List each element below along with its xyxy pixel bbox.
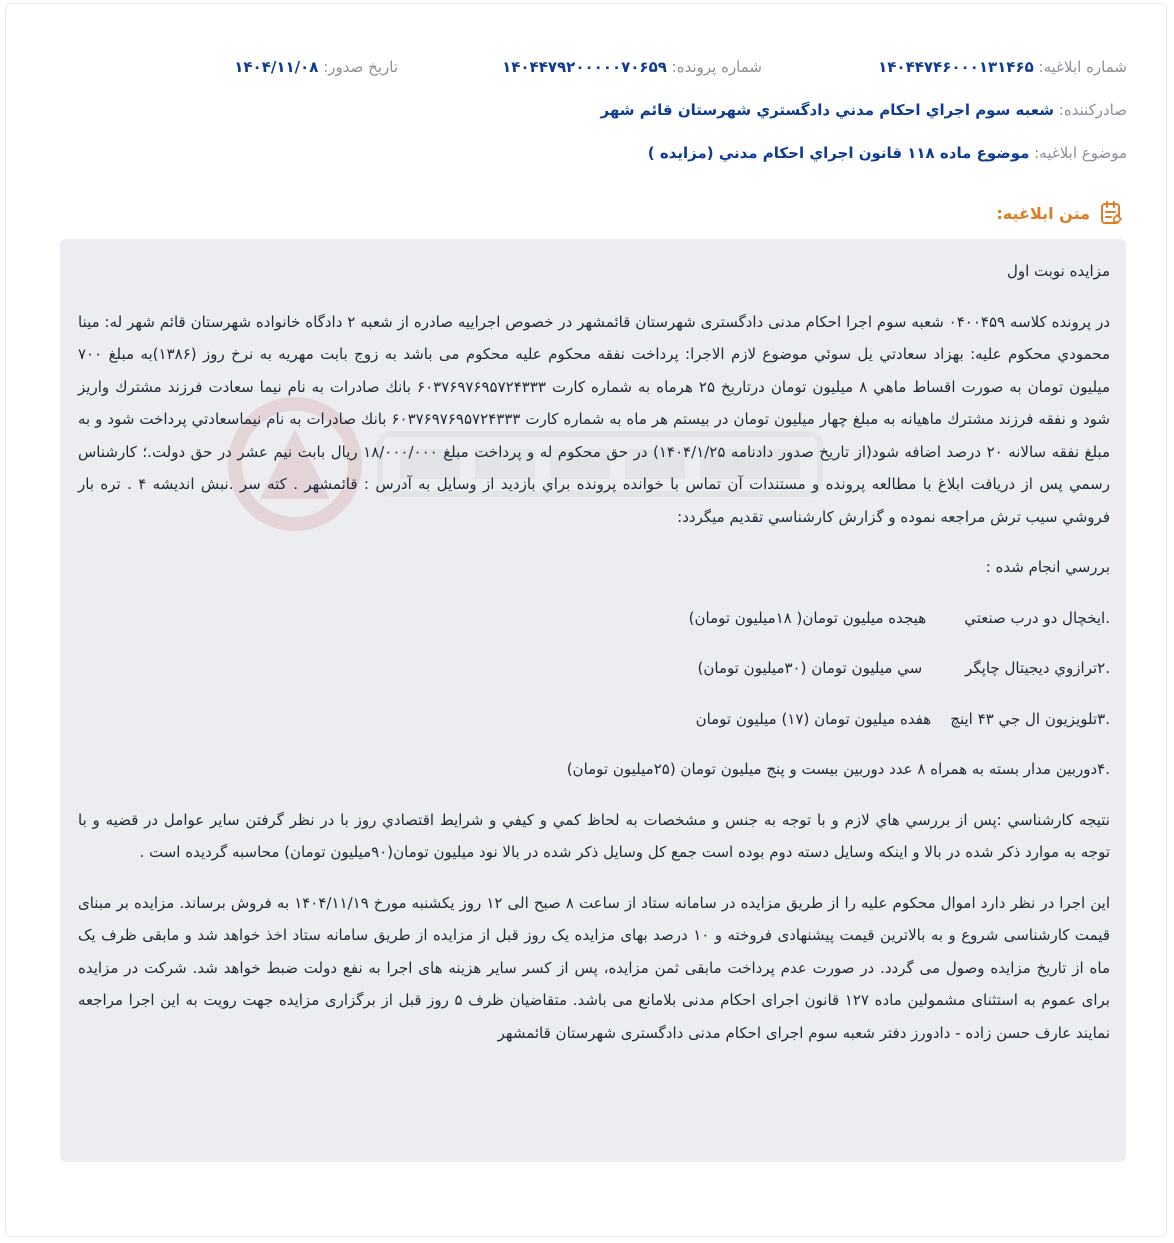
section-title xyxy=(996,200,1124,226)
case-number-label: شماره پرونده: xyxy=(671,58,762,76)
list-item: .ایخچال دو درب صنعتي هیجده میلیون تومان( ۱۸میلیون تومان) xyxy=(688,608,1110,627)
notice-body xyxy=(60,239,1126,1162)
issuer-value: شعبه سوم اجراي احكام مدني دادگستري شهرستان قائم شهر xyxy=(600,101,1054,119)
case-number-value: ۱۴۰۴۴۷۹۲۰۰۰۰۰۷۰۶۵۹ xyxy=(502,58,667,76)
case-number xyxy=(502,58,762,76)
subject-label: موضوع ابلاغیه: xyxy=(1034,144,1127,162)
notice-number-label: شماره ابلاغیه: xyxy=(1038,58,1127,76)
list-item: .۳تلويزيون ال جي ۴۳ اينچ هفده ميليون تومان (۱۷) ميليون تومان xyxy=(695,709,1110,728)
case-paragraph: در پرونده کلاسه ۰۴۰۰۴۵۹ شعبه سوم اجرا احکام مدنی دادگستری شهرستان قائمشهر در خصوص اجراییه صادره از شعبه ۲ دادگاه خانواده شهرستان قائم شهر له: مینا محمودي محكوم عليه: بهزاد سعادتي يل سوئي موضوع لازم الاجرا: پرداخت نفقه محکوم علیه محکوم می باشد به زوج بابت مهریه به نرخ روز (۱۳۸۶)به مبلغ ۷۰۰ میلیون تومان به صورت اقساط ماهي ۸ میلیون تومان درتاریخ ۲۵ هرماه به شماره کارت ۶۰۳۷۶۹۷۶۹۵۷۲۴۳۳۳ بانك صادرات به نام نیما سعادت فرزند مشترك واریز شود و نفقه فرزند مشترك ماهیانه به مبلغ چهار میلیون تومان در بیستم هر ماه به شماره کارت ۶۰۳۷۶۹۷۶۹۵۷۲۴۳۳۳ بانك صادرات به نام نیماسعادتي پرداخت شود و به مبلغ نفقه سالانه ۲۰ درصد اضافه شود(از تاریخ صدور دادنامه ۱۴۰۴/۱/۲۵) در حق محکوم له و پرداخت مبلغ ۱۸/۰۰۰/۰۰۰ ریال بابت نیم عشر در حق دولت.؛ کارشناس رسمي پس از دریافت ابلاغ با مطالعه پرونده و مستندات آن تماس با خوانده پرونده براي بازديد از وسايل به آدرس : قائمشهر . کته سر .نبش اندیشه ۴ . تره بار فروشي سیب ترش مراجعه نموده و گزارش كارشناسي تقديم ميگردد: xyxy=(78,312,1111,526)
issue-date xyxy=(234,58,398,76)
list-item: .۲ترازوي ديجيتال چاپگر سي ميليون تومان (۳۰ميليون تومان) xyxy=(697,659,1110,677)
notice-subject xyxy=(648,144,1127,162)
list-item: .۴دوربين مدار بسته به همراه ۸ عدد دوربين بيست و پنج ميليون تومان (۲۵ميليون تومان) xyxy=(566,760,1110,778)
notice-heading: مزایده نوبت اول xyxy=(1006,262,1110,280)
issuer-label: صادرکننده: xyxy=(1058,101,1127,119)
notice-number xyxy=(878,58,1127,76)
issue-date-label: تاریخ صدور: xyxy=(323,58,398,76)
section-title-text: متن ابلاغیه: xyxy=(996,203,1090,223)
issue-date-value: ۱۴۰۴/۱۱/۰۸ xyxy=(234,58,319,76)
notice-text xyxy=(78,255,1110,1067)
expert-result-paragraph: نتیجه کارشناسي :پس از بررسي هاي لازم و با توجه به جنس و مشخصات به لحاظ كمي و كيفي و شرايط اقتصادي روز با در نظر گرفتن ساير عوامل در قضيه و با توجه به موارد ذکر شده در بالا و اينكه وسايل دسته دوم بوده است جمع كل وسايل ذكر شده در بالا نود ميليون تومان(۹۰ميليون تومان) محاسبه گرديده است . xyxy=(78,810,1110,861)
issuer xyxy=(601,101,1127,119)
notepad-icon xyxy=(1098,200,1124,226)
review-label: بررسي انجام شده : xyxy=(985,558,1110,576)
subject-value: موضوع ماده ۱۱۸ قانون اجراي احكام مدني (مزايده ) xyxy=(647,144,1030,162)
auction-terms-paragraph: این اجرا در نظر دارد اموال محکوم علیه را از طریق مزایده در سامانه ستاد از ساعت ۸ صبح الی ۱۲ روز یکشنبه مورخ ۱۴۰۴/۱۱/۱۹ به فروش برساند. مزایده بر مبنای قیمت کارشناسی شروع و به بالاترین قیمت پیشنهادی فروخته و ۱۰ درصد بهای مزایده یک روز قبل از مزایده از طریق سامانه ستاد اخذ خواهد شد و مابقی ظرف یک ماه از تاریخ مزایده وصول می گردد. در صورت عدم پرداخت مابقی ثمن مزایده، پس از کسر سایر هزینه های اجرا به نفع دولت ضبط خواهد شد. شرکت در مزایده برای عموم به استثنای مشمولین ماده ۱۲۷ قانون اجرای احکام مدنی بلامانع می باشد. متقاضیان ظرف ۵ روز قبل از برگزاری مزایده جهت رویت به این اجرا مراجعه نمایند عارف حسن زاده - دادورز دفتر شعبه سوم اجرای احکام مدنی دادگستری شهرستان قائمشهر xyxy=(78,893,1110,1042)
notice-number-value: ۱۴۰۴۴۷۴۶۰۰۰۱۳۱۴۶۵ xyxy=(878,58,1034,76)
